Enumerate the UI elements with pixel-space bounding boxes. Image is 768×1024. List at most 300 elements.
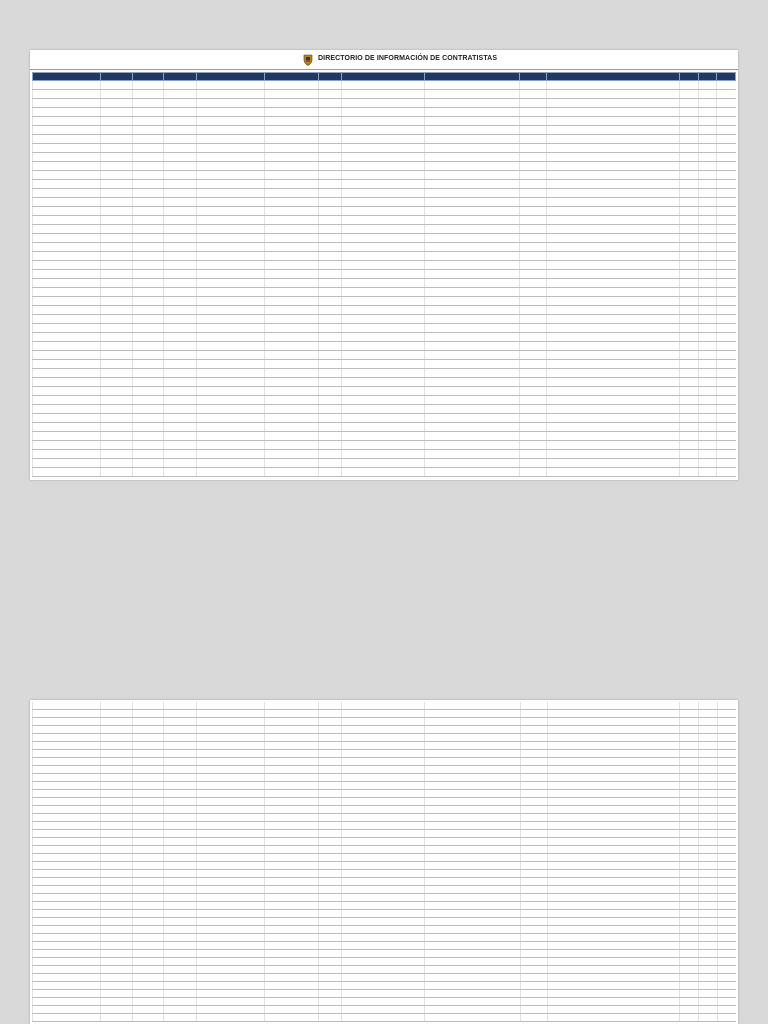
table-cell — [717, 270, 736, 279]
table-row — [33, 171, 736, 180]
table-cell — [163, 742, 196, 750]
table-cell — [520, 822, 547, 830]
table-cell — [341, 387, 424, 396]
table-cell — [679, 144, 698, 153]
table-cell — [319, 351, 342, 360]
table-cell — [425, 886, 520, 894]
table-cell — [163, 279, 196, 288]
table-cell — [319, 234, 342, 243]
table-cell — [547, 830, 680, 838]
table-cell — [424, 342, 519, 351]
table-cell — [33, 982, 101, 990]
table-row — [33, 942, 737, 950]
table-row — [33, 378, 736, 387]
table-cell — [163, 886, 196, 894]
table-cell — [717, 950, 736, 958]
table-cell — [319, 324, 342, 333]
table-cell — [547, 117, 680, 126]
table-cell — [699, 998, 718, 1006]
table-cell — [163, 998, 196, 1006]
table-cell — [342, 934, 425, 942]
table-cell — [101, 862, 132, 870]
table-row — [33, 998, 737, 1006]
table-cell — [33, 171, 101, 180]
table-cell — [132, 862, 163, 870]
table-cell — [342, 894, 425, 902]
table-cell — [424, 288, 519, 297]
table-cell — [101, 162, 132, 171]
table-cell — [342, 830, 425, 838]
table-cell — [33, 942, 101, 950]
column-header — [547, 73, 680, 81]
table-cell — [33, 342, 101, 351]
table-cell — [163, 862, 196, 870]
table-cell — [547, 790, 680, 798]
table-cell — [319, 870, 342, 878]
table-cell — [679, 108, 698, 117]
table-cell — [132, 144, 163, 153]
table-cell — [163, 234, 196, 243]
table-cell — [163, 950, 196, 958]
table-cell — [341, 378, 424, 387]
table-cell — [101, 441, 132, 450]
table-cell — [163, 782, 196, 790]
table-cell — [520, 270, 547, 279]
table-cell — [547, 171, 680, 180]
table-cell — [424, 99, 519, 108]
table-cell — [132, 207, 163, 216]
table-cell — [680, 766, 699, 774]
table-row — [33, 894, 737, 902]
table-cell — [717, 126, 736, 135]
table-cell — [698, 171, 717, 180]
table-cell — [424, 459, 519, 468]
table-cell — [163, 766, 196, 774]
table-cell — [520, 189, 547, 198]
table-cell — [101, 315, 132, 324]
table-cell — [342, 870, 425, 878]
document-page-1 — [30, 50, 738, 480]
table-cell — [101, 710, 132, 718]
table-cell — [196, 894, 264, 902]
table-cell — [679, 324, 698, 333]
table-cell — [163, 942, 196, 950]
table-cell — [698, 441, 717, 450]
table-cell — [717, 902, 736, 910]
table-cell — [717, 144, 736, 153]
table-cell — [341, 144, 424, 153]
table-cell — [680, 838, 699, 846]
table-cell — [101, 886, 132, 894]
table-cell — [132, 387, 163, 396]
table-cell — [163, 423, 196, 432]
table-cell — [319, 117, 342, 126]
table-cell — [163, 153, 196, 162]
table-cell — [679, 198, 698, 207]
table-cell — [319, 1006, 342, 1014]
table-cell — [196, 126, 264, 135]
table-cell — [265, 441, 319, 450]
table-cell — [265, 910, 319, 918]
table-cell — [698, 270, 717, 279]
table-cell — [33, 766, 101, 774]
table-cell — [265, 862, 319, 870]
table-cell — [679, 234, 698, 243]
table-cell — [717, 982, 736, 990]
table-cell — [33, 288, 101, 297]
table-cell — [699, 718, 718, 726]
table-cell — [341, 288, 424, 297]
table-cell — [717, 360, 736, 369]
table-row — [33, 441, 736, 450]
table-cell — [425, 702, 520, 710]
table-row — [33, 798, 737, 806]
table-cell — [196, 198, 264, 207]
table-cell — [520, 99, 547, 108]
table-cell — [196, 234, 264, 243]
table-cell — [101, 982, 132, 990]
table-cell — [547, 207, 680, 216]
table-cell — [132, 342, 163, 351]
table-cell — [132, 315, 163, 324]
table-cell — [163, 468, 196, 477]
table-cell — [679, 369, 698, 378]
table-cell — [341, 351, 424, 360]
table-cell — [717, 702, 736, 710]
table-cell — [341, 81, 424, 90]
table-cell — [424, 108, 519, 117]
table-cell — [547, 360, 680, 369]
table-cell — [341, 333, 424, 342]
table-cell — [680, 902, 699, 910]
table-cell — [547, 432, 680, 441]
table-cell — [101, 126, 132, 135]
table-cell — [698, 243, 717, 252]
table-cell — [265, 423, 319, 432]
table-cell — [101, 252, 132, 261]
table-cell — [163, 261, 196, 270]
table-cell — [717, 225, 736, 234]
table-cell — [717, 998, 736, 1006]
table-row — [33, 81, 736, 90]
table-cell — [520, 207, 547, 216]
table-cell — [196, 369, 264, 378]
table-cell — [196, 886, 264, 894]
table-cell — [265, 288, 319, 297]
table-cell — [341, 270, 424, 279]
table-cell — [265, 396, 319, 405]
table-row — [33, 758, 737, 766]
table-row — [33, 351, 736, 360]
table-cell — [265, 998, 319, 1006]
table-cell — [196, 942, 264, 950]
table-cell — [424, 207, 519, 216]
table-cell — [341, 306, 424, 315]
table-cell — [319, 342, 342, 351]
table-cell — [319, 144, 342, 153]
table-cell — [520, 902, 547, 910]
table-cell — [717, 288, 736, 297]
table-cell — [717, 135, 736, 144]
table-cell — [680, 1014, 699, 1022]
table-cell — [341, 297, 424, 306]
table-cell — [424, 225, 519, 234]
table-cell — [424, 243, 519, 252]
table-cell — [680, 974, 699, 982]
table-cell — [679, 333, 698, 342]
table-cell — [132, 966, 163, 974]
table-cell — [717, 830, 736, 838]
table-cell — [698, 81, 717, 90]
table-cell — [33, 926, 101, 934]
column-header — [341, 73, 424, 81]
table-cell — [679, 216, 698, 225]
table-row — [33, 414, 736, 423]
table-cell — [698, 162, 717, 171]
table-cell — [520, 252, 547, 261]
table-cell — [33, 782, 101, 790]
table-cell — [341, 171, 424, 180]
table-cell — [101, 870, 132, 878]
table-row — [33, 153, 736, 162]
table-cell — [319, 894, 342, 902]
table-cell — [425, 854, 520, 862]
page-title: DIRECTORIO DE INFORMACIÓN DE CONTRATISTAS — [318, 55, 498, 62]
table-cell — [265, 790, 319, 798]
table-cell — [520, 934, 547, 942]
table-row — [33, 315, 736, 324]
table-cell — [424, 252, 519, 261]
table-cell — [424, 153, 519, 162]
table-cell — [101, 998, 132, 1006]
table-cell — [520, 870, 547, 878]
table-cell — [547, 750, 680, 758]
table-cell — [699, 918, 718, 926]
table-cell — [341, 369, 424, 378]
table-cell — [163, 798, 196, 806]
table-cell — [163, 870, 196, 878]
table-cell — [196, 798, 264, 806]
table-cell — [341, 405, 424, 414]
table-cell — [319, 718, 342, 726]
table-cell — [132, 902, 163, 910]
table-cell — [265, 450, 319, 459]
table-row — [33, 108, 736, 117]
table-cell — [132, 288, 163, 297]
table-cell — [424, 387, 519, 396]
table-cell — [341, 468, 424, 477]
table-cell — [424, 414, 519, 423]
table-cell — [132, 432, 163, 441]
table-cell — [342, 814, 425, 822]
table-cell — [520, 718, 547, 726]
table-cell — [547, 974, 680, 982]
table-cell — [520, 342, 547, 351]
table-cell — [717, 726, 736, 734]
table-cell — [163, 450, 196, 459]
table-cell — [547, 162, 680, 171]
table-cell — [342, 886, 425, 894]
table-cell — [101, 902, 132, 910]
table-cell — [132, 758, 163, 766]
table-cell — [679, 405, 698, 414]
table-cell — [342, 758, 425, 766]
table-cell — [101, 910, 132, 918]
table-cell — [342, 998, 425, 1006]
table-cell — [319, 207, 342, 216]
table-row — [33, 261, 736, 270]
table-cell — [101, 432, 132, 441]
table-cell — [319, 926, 342, 934]
table-cell — [679, 81, 698, 90]
table-cell — [425, 958, 520, 966]
table-cell — [132, 798, 163, 806]
table-cell — [698, 261, 717, 270]
table-cell — [196, 351, 264, 360]
table-cell — [132, 830, 163, 838]
table-cell — [717, 718, 736, 726]
table-cell — [196, 846, 264, 854]
table-cell — [163, 726, 196, 734]
table-cell — [319, 162, 342, 171]
table-cell — [424, 423, 519, 432]
table-cell — [101, 734, 132, 742]
table-cell — [520, 942, 547, 950]
table-cell — [717, 261, 736, 270]
table-cell — [319, 360, 342, 369]
table-cell — [196, 758, 264, 766]
table-cell — [680, 910, 699, 918]
table-cell — [265, 360, 319, 369]
table-cell — [101, 942, 132, 950]
table-cell — [520, 702, 547, 710]
table-cell — [520, 846, 547, 854]
table-cell — [265, 814, 319, 822]
table-cell — [679, 468, 698, 477]
table-cell — [196, 405, 264, 414]
table-cell — [717, 790, 736, 798]
table-cell — [341, 225, 424, 234]
table-row — [33, 225, 736, 234]
table-cell — [196, 742, 264, 750]
table-cell — [520, 306, 547, 315]
table-cell — [698, 216, 717, 225]
table-cell — [163, 207, 196, 216]
table-cell — [342, 838, 425, 846]
table-row — [33, 910, 737, 918]
table-cell — [163, 171, 196, 180]
table-cell — [196, 822, 264, 830]
table-cell — [319, 918, 342, 926]
table-cell — [679, 414, 698, 423]
table-cell — [101, 270, 132, 279]
table-cell — [699, 726, 718, 734]
table-cell — [163, 894, 196, 902]
table-cell — [341, 162, 424, 171]
table-cell — [163, 243, 196, 252]
table-cell — [33, 846, 101, 854]
table-cell — [319, 450, 342, 459]
table-cell — [680, 726, 699, 734]
table-row — [33, 918, 737, 926]
table-cell — [425, 1014, 520, 1022]
table-cell — [424, 279, 519, 288]
table-cell — [680, 966, 699, 974]
table-cell — [132, 216, 163, 225]
table-cell — [698, 369, 717, 378]
table-cell — [265, 878, 319, 886]
table-row — [33, 742, 737, 750]
table-cell — [425, 734, 520, 742]
table-cell — [520, 926, 547, 934]
table-cell — [196, 1006, 264, 1014]
table-cell — [319, 405, 342, 414]
table-cell — [196, 702, 264, 710]
table-cell — [132, 974, 163, 982]
table-cell — [265, 974, 319, 982]
table-cell — [163, 342, 196, 351]
table-cell — [33, 798, 101, 806]
table-cell — [698, 153, 717, 162]
table-cell — [717, 90, 736, 99]
table-row — [33, 718, 737, 726]
table-cell — [717, 846, 736, 854]
table-cell — [520, 153, 547, 162]
table-cell — [132, 854, 163, 862]
table-cell — [33, 180, 101, 189]
table-cell — [341, 441, 424, 450]
table-cell — [101, 171, 132, 180]
table-cell — [717, 81, 736, 90]
table-cell — [265, 342, 319, 351]
table-cell — [265, 950, 319, 958]
table-cell — [33, 878, 101, 886]
table-cell — [425, 1006, 520, 1014]
table-cell — [163, 252, 196, 261]
table-cell — [699, 942, 718, 950]
table-row — [33, 342, 736, 351]
table-cell — [265, 982, 319, 990]
table-cell — [520, 450, 547, 459]
table-cell — [132, 766, 163, 774]
table-cell — [101, 774, 132, 782]
table-cell — [717, 342, 736, 351]
table-cell — [424, 117, 519, 126]
table-cell — [265, 117, 319, 126]
table-cell — [163, 297, 196, 306]
table-cell — [424, 450, 519, 459]
table-row — [33, 750, 737, 758]
table-cell — [679, 432, 698, 441]
table-cell — [425, 798, 520, 806]
table-cell — [196, 297, 264, 306]
table-cell — [265, 414, 319, 423]
table-cell — [425, 774, 520, 782]
table-cell — [132, 423, 163, 432]
table-row — [33, 99, 736, 108]
table-cell — [132, 742, 163, 750]
table-cell — [33, 1006, 101, 1014]
table-cell — [319, 726, 342, 734]
table-cell — [33, 333, 101, 342]
table-cell — [717, 934, 736, 942]
table-cell — [196, 726, 264, 734]
table-cell — [547, 934, 680, 942]
table-cell — [547, 459, 680, 468]
table-cell — [425, 926, 520, 934]
table-cell — [132, 990, 163, 998]
table-cell — [547, 902, 680, 910]
